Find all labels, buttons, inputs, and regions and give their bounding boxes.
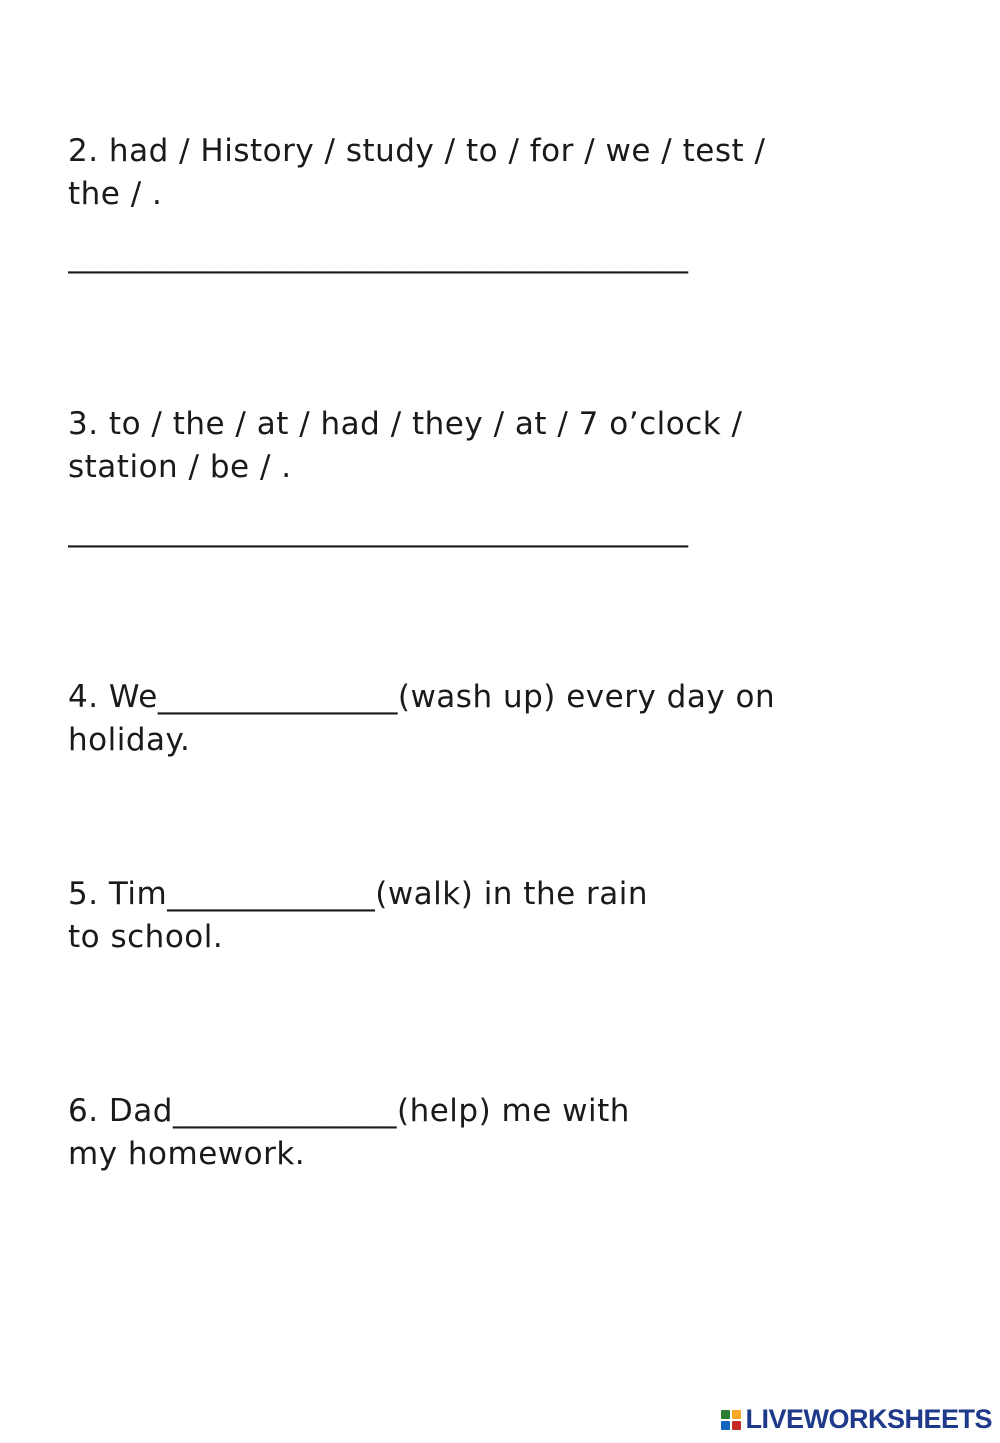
exercise-4-line2: holiday.	[68, 722, 191, 758]
logo-square-4	[732, 1421, 741, 1430]
exercise-3-line1: 3. to / the / at / had / they / at / 7 o’clock /	[68, 406, 743, 442]
exercise-4-prefix: 4. We	[68, 679, 158, 715]
exercise-5-prefix: 5. Tim	[68, 876, 168, 912]
exercise-5-blank[interactable]: _____________	[167, 876, 376, 912]
exercise-5-line1	[68, 873, 648, 916]
exercise-6	[68, 1090, 630, 1176]
exercise-6-line2: my homework.	[68, 1136, 306, 1172]
exercise-6-prefix: 6. Dad	[68, 1093, 173, 1129]
exercise-4-suffix: (wash up) every day on	[397, 679, 776, 715]
exercise-3-line2: station / be / .	[68, 449, 292, 485]
exercise-2-line2: the / .	[68, 176, 163, 212]
exercise-4-line1	[68, 676, 775, 719]
exercise-4	[68, 676, 775, 762]
logo-square-2	[732, 1410, 741, 1419]
exercise-3	[68, 403, 743, 489]
exercise-2-line1: 2. had / History / study / to / for / we / test /	[68, 133, 766, 169]
exercise-2	[68, 130, 765, 216]
exercise-5-line2: to school.	[68, 919, 224, 955]
liveworksheets-logo[interactable]	[721, 1404, 992, 1435]
exercise-3-answer-line[interactable]: ________________________________________	[68, 512, 688, 548]
logo-square-3	[721, 1421, 730, 1430]
exercise-5-suffix: (walk) in the rain	[375, 876, 649, 912]
exercise-6-line1	[68, 1090, 630, 1133]
liveworksheets-logo-icon	[721, 1410, 741, 1430]
logo-square-1	[721, 1410, 730, 1419]
exercise-5	[68, 873, 648, 959]
exercise-6-suffix: (help) me with	[396, 1093, 630, 1129]
liveworksheets-brand-text: LIVEWORKSHEETS	[745, 1404, 992, 1434]
exercise-4-blank[interactable]: _______________	[157, 679, 398, 715]
exercise-2-answer-line[interactable]: ________________________________________	[68, 238, 688, 274]
exercise-6-blank[interactable]: ______________	[172, 1093, 397, 1129]
